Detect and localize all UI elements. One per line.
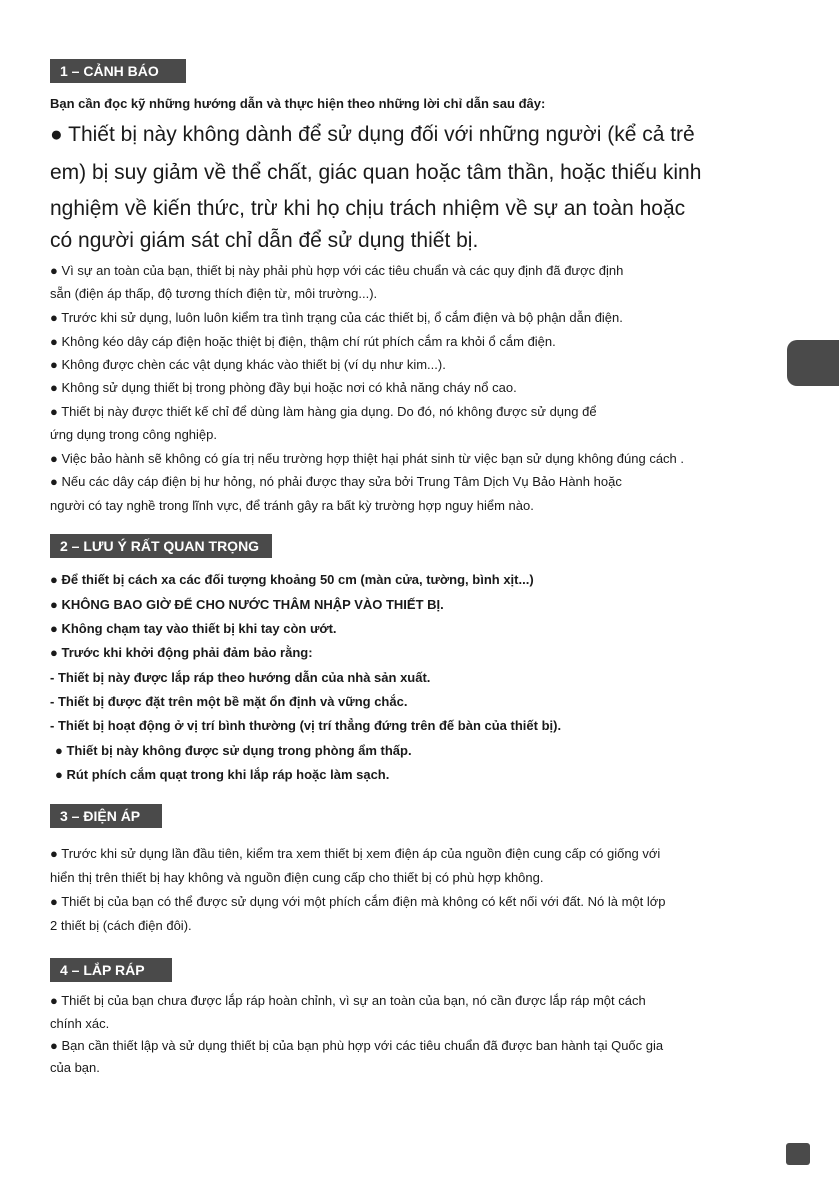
warning-line: ● Trước khi sử dụng, luôn luôn kiểm tra tình trạng của các thiết bị, ổ cắm điện và bộ phận dẫn điện. bbox=[50, 310, 623, 325]
warning-line: ● Việc bảo hành sẽ không có gía trị nếu trường hợp thiệt hại phát sinh từ việc bạn sử dụng không đúng cách . bbox=[50, 451, 685, 466]
section-heading-assembly: 4 – LẮP RÁP bbox=[50, 958, 172, 982]
big-warning-line: ● Thiết bị này không dành để sử dụng đối với những người (kể cả trẻ bbox=[50, 123, 695, 146]
warning-line: ● Không sử dụng thiết bị trong phòng đầy bụi hoặc nơi có khả năng cháy nổ cao. bbox=[50, 380, 517, 395]
important-line: - Thiết bị hoạt động ở vị trí bình thường (vị trí thẳng đứng trên đế bàn của thiết bị). bbox=[50, 718, 562, 733]
important-line: ● Thiết bị này không được sử dụng trong phòng ẩm thấp. bbox=[55, 743, 412, 758]
warning-line: ● Không kéo dây cáp điện hoặc thiệt bị điện, thậm chí rút phích cắm ra khỏi ổ cắm điện. bbox=[50, 334, 556, 349]
chapter-tab-marker bbox=[787, 340, 839, 386]
warning-line: ● Vì sự an toàn của bạn, thiết bị này phải phù hợp với các tiêu chuẩn và các quy định đã được định bbox=[50, 263, 624, 278]
important-line: - Thiết bị này được lắp ráp theo hướng dẫn của nhà sản xuất. bbox=[50, 670, 431, 685]
voltage-line: 2 thiết bị (cách điện đôi). bbox=[50, 918, 192, 933]
important-line: ● Để thiết bị cách xa các đối tượng khoảng 50 cm (màn cửa, tường, bình xịt...) bbox=[50, 572, 534, 587]
assembly-line: ● Thiết bị của bạn chưa được lắp ráp hoàn chỉnh, vì sự an toàn của bạn, nó cần được lắp ráp một cách bbox=[50, 993, 646, 1008]
big-warning-line: em) bị suy giảm về thể chất, giác quan hoặc tâm thần, hoặc thiếu kinh bbox=[50, 161, 702, 184]
big-warning-line: nghiệm về kiến thức, trừ khi họ chịu trách nhiệm về sự an toàn hoặc bbox=[50, 197, 686, 220]
section-heading-warning: 1 – CẢNH BÁO bbox=[50, 59, 186, 83]
warning-line: ứng dụng trong công nghiệp. bbox=[50, 427, 218, 442]
assembly-line: ● Bạn cần thiết lập và sử dụng thiết bị của bạn phù hợp với các tiêu chuẩn đã được ban hành tại Quốc gia bbox=[50, 1038, 664, 1053]
important-line: ● KHÔNG BAO GIỜ ĐỂ CHO NƯỚC THÂM NHẬP VÀO THIẾT BỊ. bbox=[50, 597, 444, 612]
section-intro: Bạn cần đọc kỹ những hướng dẫn và thực hiện theo những lời chỉ dẫn sau đây: bbox=[50, 96, 546, 111]
voltage-line: ● Trước khi sử dụng lần đầu tiên, kiểm tra xem thiết bị xem điện áp của nguồn điện cung cấp có giống với bbox=[50, 846, 661, 861]
warning-line: ● Nếu các dây cáp điện bị hư hỏng, nó phải được thay sửa bởi Trung Tâm Dịch Vụ Bảo Hành hoặc bbox=[50, 474, 622, 489]
assembly-line: chính xác. bbox=[50, 1016, 110, 1031]
warning-line: sẵn (điện áp thấp, độ tương thích điện từ, môi trường...). bbox=[50, 286, 378, 301]
important-line: ● Trước khi khởi động phải đảm bảo rằng: bbox=[50, 645, 313, 660]
important-line: - Thiết bị được đặt trên một bề mặt ổn định và vững chắc. bbox=[50, 694, 408, 709]
important-line: ● Rút phích cắm quạt trong khi lắp ráp hoặc làm sạch. bbox=[55, 767, 390, 782]
warning-line: ● Không được chèn các vật dụng khác vào thiết bị (ví dụ như kim...). bbox=[50, 357, 446, 372]
section-heading-important: 2 – LƯU Ý RẤT QUAN TRỌNG bbox=[50, 534, 272, 558]
important-line: ● Không chạm tay vào thiết bị khi tay còn ướt. bbox=[50, 621, 337, 636]
voltage-line: ● Thiết bị của bạn có thể được sử dụng với một phích cắm điện mà không có kết nối với đất. Nó là một lớp bbox=[50, 894, 666, 909]
warning-line: người có tay nghề trong lĩnh vực, để tránh gây ra bất kỳ trường hợp nguy hiểm nào. bbox=[50, 498, 534, 513]
assembly-line: của bạn. bbox=[50, 1060, 100, 1075]
page-marker bbox=[786, 1143, 810, 1165]
section-heading-voltage: 3 – ĐIỆN ÁP bbox=[50, 804, 162, 828]
voltage-line: hiển thị trên thiết bị hay không và nguồn điện cung cấp cho thiết bị có phù hợp không. bbox=[50, 870, 544, 885]
big-warning-line: có người giám sát chỉ dẫn để sử dụng thiết bị. bbox=[50, 229, 479, 252]
warning-line: ● Thiết bị này được thiết kế chỉ để dùng làm hàng gia dụng. Do đó, nó không được sử dụng để bbox=[50, 404, 597, 419]
